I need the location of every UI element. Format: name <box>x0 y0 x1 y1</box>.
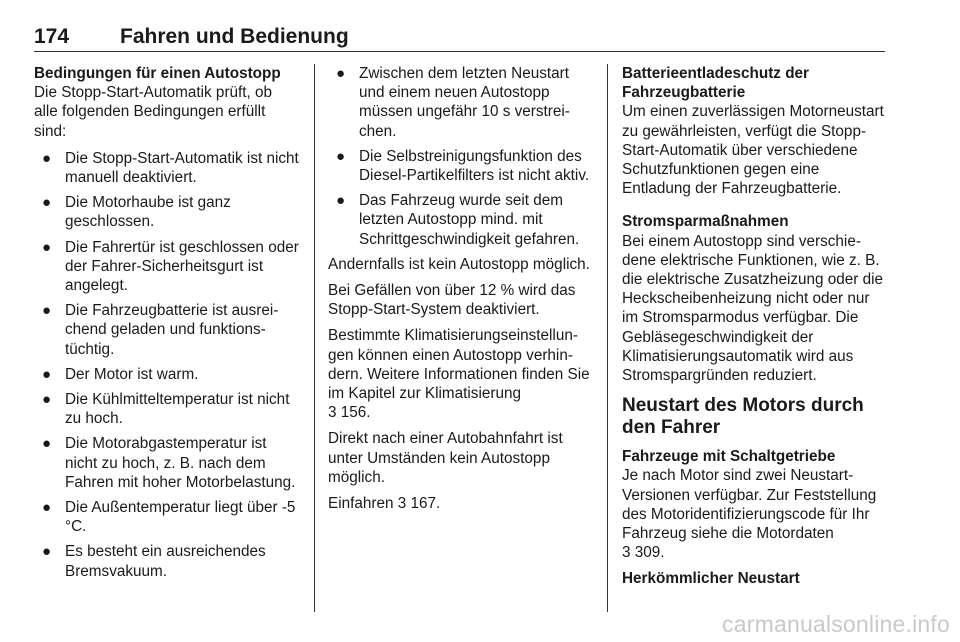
list-item: ● Die Kühlmitteltemperatur ist nicht zu hoch. <box>42 391 290 428</box>
paragraph: Bei Gefällen von über 12 % wird das Stopp-Start-System deaktiviert. <box>328 282 576 319</box>
list-item: ● Das Fahrzeug wurde seit dem letzten Autostopp mind. mit Schrittgeschwindigkeit gefahren. <box>336 192 580 248</box>
list-item: ● Die Fahrertür ist geschlossen oder der Fahrer-Sicherheitsgurt ist angelegt. <box>42 238 299 295</box>
paragraph: Andernfalls ist kein Autostopp möglich. <box>328 255 590 273</box>
page-number: 174 <box>34 25 70 48</box>
column-1 <box>34 64 300 587</box>
bullet-icon: ● <box>42 149 52 167</box>
bullet-icon: ● <box>42 302 52 320</box>
page-header <box>34 26 884 48</box>
paragraph: Bestimmte Klimatisierungseinstellungen können einen Autostopp verhindern. Weitere Informationen finden Sie im Kapitel zur Klimatisierung 3 156. <box>328 327 590 422</box>
subheading: Herkömmlicher Neustart <box>622 570 800 588</box>
paragraph: Einfahren 3 167. <box>328 495 441 513</box>
watermark: carmanualsonline.info <box>722 611 950 637</box>
column-2 <box>328 64 594 520</box>
bullet-list <box>34 149 300 581</box>
column-divider <box>314 64 315 612</box>
bullet-icon: ● <box>42 499 52 517</box>
paragraph: Die Stopp-Start-Automatik prüft, ob alle folgenden Bedingungen erfüllt sind: <box>34 84 273 140</box>
paragraph: Direkt nach einer Autobahnfahrt ist unter Umständen kein Autostopp möglich. <box>328 430 563 486</box>
bullet-icon: ● <box>42 194 52 212</box>
page-reference-link[interactable]: 3 156. <box>328 404 371 422</box>
paragraph: Bei einem Autostopp sind verschiedene elektrische Funktionen, wie z. B. die elektrische Zusatzheizung oder die Heckscheibenheizung nicht oder nur im Stromsparmodus verfügbar. Die Gebläsegeschwindigkeit der Klimatisierungsautomatik wird aus Stromspargründen reduziert. <box>622 232 884 385</box>
page-reference-link[interactable]: 3 167. <box>397 495 441 513</box>
list-item: ● Die Außentemperatur liegt über -5 °C. <box>42 499 296 536</box>
column-divider <box>607 64 608 612</box>
section-heading: Neustart des Motors durch den Fahrer <box>622 395 864 439</box>
list-item: ● Die Selbstreinigungsfunktion des Diesel-Partikelfilters ist nicht aktiv. <box>336 147 590 185</box>
bullet-icon: ● <box>336 147 346 165</box>
subheading: Bedingungen für einen Autostopp <box>34 65 281 82</box>
bullet-icon: ● <box>42 391 52 409</box>
paragraph: Je nach Motor sind zwei Neustart-Versionen verfügbar. Zur Feststellung des Motoridentifizierungscode für Ihr Fahrzeug siehe die Motordaten 3 309. <box>622 467 877 562</box>
bullet-icon: ● <box>42 543 52 561</box>
subheading: Fahrzeuge mit Schaltgetriebe <box>622 448 836 466</box>
list-item: ● Die Stopp-Start-Automatik ist nicht manuell deaktiviert. <box>42 149 299 187</box>
list-item: ● Es besteht ein ausreichendes Bremsvakuum. <box>42 543 266 580</box>
bullet-list <box>328 64 594 249</box>
list-item: ● Die Fahrzeugbatterie ist ausreichend geladen und funktionstüchtig. <box>42 302 279 358</box>
bullet-icon: ● <box>336 192 346 210</box>
bullet-icon: ● <box>42 435 52 453</box>
bullet-icon: ● <box>336 65 346 82</box>
list-item: ● Der Motor ist warm. <box>42 365 199 383</box>
subheading: Stromsparmaßnahmen <box>622 213 789 231</box>
page-reference-link[interactable]: 3 309. <box>622 544 665 562</box>
header-rule <box>34 51 885 52</box>
list-item: ● Die Motorhaube ist ganz geschlossen. <box>42 194 231 231</box>
page-title: Fahren und Bedienung <box>120 25 349 48</box>
bullet-icon: ● <box>42 365 52 383</box>
paragraph: Um einen zuverlässigen Motorneustart zu gewährleisten, verfügt die Stopp-Start-Automatik über verschiedene Schutzfunktionen gegen eine Entladung der Fahrzeugbatterie. <box>622 103 884 198</box>
subheading: Batterieentladeschutz der Fahrzeugbatterie <box>622 65 810 102</box>
list-item: ● Die Motorabgastemperatur ist nicht zu hoch, z. B. nach dem Fahren mit hoher Motorbelastung. <box>42 435 296 491</box>
bullet-icon: ● <box>42 238 52 256</box>
list-item: ● Zwischen dem letzten Neustart und einem neuen Autostopp müssen ungefähr 10 s verstreichen. <box>336 65 570 140</box>
column-3 <box>622 64 888 589</box>
